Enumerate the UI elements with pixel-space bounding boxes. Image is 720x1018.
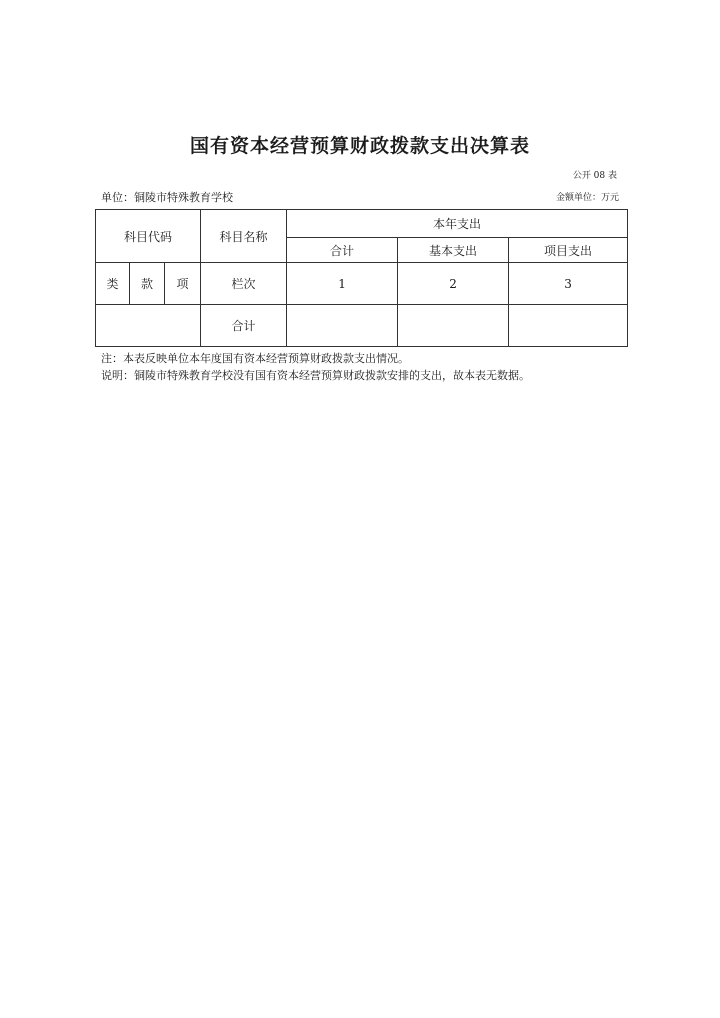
column-number-2: 2 (398, 263, 509, 305)
column-number-row (96, 263, 628, 305)
sum-code-cell (96, 305, 201, 347)
expense-table (95, 209, 628, 347)
sum-basic-cell (398, 305, 509, 347)
explanation-line: 说明：铜陵市特殊教育学校没有国有资本经营预算财政拨款安排的支出，故本表无数据。 (101, 369, 530, 382)
header-section: 款 (130, 263, 165, 305)
column-number-label: 栏次 (201, 263, 287, 305)
column-number-3: 3 (509, 263, 628, 305)
header-row-1 (96, 210, 628, 238)
sum-row (96, 305, 628, 347)
header-subject-code: 科目代码 (96, 210, 201, 263)
notes (101, 350, 530, 384)
column-number-1: 1 (287, 263, 398, 305)
header-current-year-expense: 本年支出 (287, 210, 628, 238)
sum-project-cell (509, 305, 628, 347)
header-item: 项 (165, 263, 201, 305)
header-subject-name: 科目名称 (201, 210, 287, 263)
header-total: 合计 (287, 238, 398, 263)
page-title: 国有资本经营预算财政拨款支出决算表 (189, 135, 530, 157)
unit-label: 单位：铜陵市特殊教育学校 (101, 191, 233, 204)
sum-label: 合计 (201, 305, 287, 347)
money-unit-label: 金额单位：万元 (555, 193, 619, 203)
header-project-expense: 项目支出 (509, 238, 628, 263)
form-code: 公开 08 表 (572, 171, 617, 181)
note-line: 注：本表反映单位本年度国有资本经营预算财政拨款支出情况。 (101, 352, 409, 365)
header-basic-expense: 基本支出 (398, 238, 509, 263)
sum-total-cell (287, 305, 398, 347)
header-category: 类 (96, 263, 130, 305)
